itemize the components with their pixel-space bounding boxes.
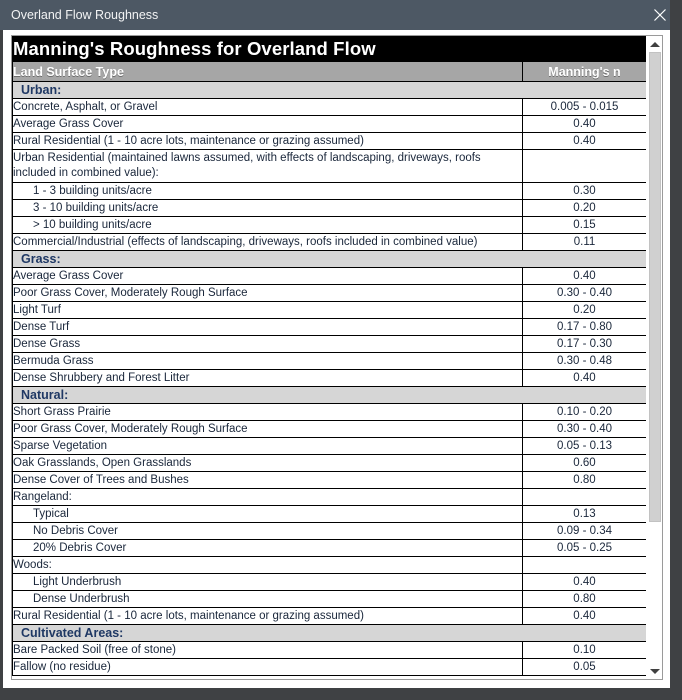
table-row[interactable] xyxy=(13,217,647,234)
table-section-row xyxy=(13,82,647,99)
row-value: 0.30 - 0.40 xyxy=(523,421,647,438)
table-row[interactable] xyxy=(13,642,647,659)
row-value: 0.17 - 0.80 xyxy=(523,319,647,336)
vertical-scrollbar[interactable] xyxy=(646,36,662,679)
section-label: Cultivated Areas: xyxy=(13,625,647,642)
row-value xyxy=(523,557,647,574)
row-label: Average Grass Cover xyxy=(13,268,523,285)
row-label: Concrete, Asphalt, or Gravel xyxy=(13,99,523,116)
row-label: Rangeland: xyxy=(13,489,523,506)
row-value: 0.40 xyxy=(523,133,647,150)
table-row[interactable] xyxy=(13,150,647,183)
table-row[interactable] xyxy=(13,659,647,676)
table-row[interactable] xyxy=(13,523,647,540)
row-value: 0.10 xyxy=(523,642,647,659)
row-value xyxy=(523,489,647,506)
row-label: Typical xyxy=(13,506,523,523)
table-row[interactable] xyxy=(13,591,647,608)
client-area xyxy=(3,30,670,688)
row-label: Dense Shrubbery and Forest Litter xyxy=(13,370,523,387)
table-row[interactable] xyxy=(13,472,647,489)
row-label: Urban Residential (maintained lawns assumed, with effects of landscaping, driveways, roofs included in combined value): xyxy=(13,150,523,183)
row-label: Bare Packed Soil (free of stone) xyxy=(13,642,523,659)
row-value: 0.30 - 0.48 xyxy=(523,353,647,370)
window-title: Overland Flow Roughness xyxy=(11,8,159,22)
row-value: 0.80 xyxy=(523,591,647,608)
row-label: Light Turf xyxy=(13,302,523,319)
table-row[interactable] xyxy=(13,574,647,591)
row-value: 0.40 xyxy=(523,116,647,133)
table-section-row xyxy=(13,251,647,268)
row-label: Sparse Vegetation xyxy=(13,438,523,455)
row-label: Dense Cover of Trees and Bushes xyxy=(13,472,523,489)
table-row[interactable] xyxy=(13,370,647,387)
table-header-row xyxy=(13,62,647,82)
table-row[interactable] xyxy=(13,234,647,251)
window-frame-right xyxy=(670,0,682,700)
scrollbar-thumb[interactable] xyxy=(649,52,661,522)
table-row[interactable] xyxy=(13,404,647,421)
row-value: 0.30 - 0.40 xyxy=(523,285,647,302)
table-panel xyxy=(11,35,663,680)
row-label: Light Underbrush xyxy=(13,574,523,591)
scrollbar-track[interactable] xyxy=(647,52,663,663)
table-row[interactable] xyxy=(13,200,647,217)
table-row[interactable] xyxy=(13,455,647,472)
row-label: Dense Underbrush xyxy=(13,591,523,608)
row-value: 0.40 xyxy=(523,608,647,625)
table-row[interactable] xyxy=(13,183,647,200)
section-label: Urban: xyxy=(13,82,647,99)
row-label: Bermuda Grass xyxy=(13,353,523,370)
table-row[interactable] xyxy=(13,99,647,116)
table-banner-title: Manning's Roughness for Overland Flow xyxy=(13,37,647,62)
table-body xyxy=(13,37,647,676)
table-section-row xyxy=(13,387,647,404)
table-scroll-viewport xyxy=(12,36,646,679)
table-row[interactable] xyxy=(13,540,647,557)
table-row[interactable] xyxy=(13,438,647,455)
window-frame-left xyxy=(0,30,3,700)
row-label: Fallow (no residue) xyxy=(13,659,523,676)
row-value: 0.15 xyxy=(523,217,647,234)
table-row[interactable] xyxy=(13,285,647,302)
table-row[interactable] xyxy=(13,133,647,150)
row-value: 0.13 xyxy=(523,506,647,523)
row-label: 1 - 3 building units/acre xyxy=(13,183,523,200)
window-frame-bottom xyxy=(0,688,682,700)
row-label: Poor Grass Cover, Moderately Rough Surface xyxy=(13,285,523,302)
row-value: 0.40 xyxy=(523,574,647,591)
table-row[interactable] xyxy=(13,489,647,506)
section-label: Natural: xyxy=(13,387,647,404)
row-label: Woods: xyxy=(13,557,523,574)
row-value: 0.40 xyxy=(523,370,647,387)
arrow-up-glyph xyxy=(650,42,660,47)
row-label: Short Grass Prairie xyxy=(13,404,523,421)
section-label: Grass: xyxy=(13,251,647,268)
row-label: Poor Grass Cover, Moderately Rough Surface xyxy=(13,421,523,438)
row-label: Dense Turf xyxy=(13,319,523,336)
row-value: 0.17 - 0.30 xyxy=(523,336,647,353)
row-value: 0.05 - 0.25 xyxy=(523,540,647,557)
table-row[interactable] xyxy=(13,116,647,133)
row-value: 0.11 xyxy=(523,234,647,251)
row-value: 0.60 xyxy=(523,455,647,472)
table-banner-row xyxy=(13,37,647,62)
row-value: 0.30 xyxy=(523,183,647,200)
table-section-row xyxy=(13,625,647,642)
table-row[interactable] xyxy=(13,353,647,370)
table-row[interactable] xyxy=(13,302,647,319)
scroll-up-icon[interactable] xyxy=(647,36,663,52)
table-row[interactable] xyxy=(13,608,647,625)
title-bar xyxy=(0,0,682,30)
row-label: Commercial/Industrial (effects of landscaping, driveways, roofs included in combined value) xyxy=(13,234,523,251)
row-label: Oak Grasslands, Open Grasslands xyxy=(13,455,523,472)
row-value xyxy=(523,150,647,183)
row-label: 20% Debris Cover xyxy=(13,540,523,557)
row-label: Average Grass Cover xyxy=(13,116,523,133)
table-row[interactable] xyxy=(13,421,647,438)
row-label: Rural Residential (1 - 10 acre lots, maintenance or grazing assumed) xyxy=(13,608,523,625)
row-label: No Debris Cover xyxy=(13,523,523,540)
table-row[interactable] xyxy=(13,336,647,353)
row-label: Dense Grass xyxy=(13,336,523,353)
table-row[interactable] xyxy=(13,506,647,523)
scroll-down-icon[interactable] xyxy=(647,663,663,679)
arrow-down-glyph xyxy=(650,669,660,674)
row-value: 0.20 xyxy=(523,302,647,319)
row-value: 0.05 - 0.13 xyxy=(523,438,647,455)
column-header-land-surface-type: Land Surface Type xyxy=(13,62,523,82)
row-value: 0.20 xyxy=(523,200,647,217)
table-row[interactable] xyxy=(13,557,647,574)
row-value: 0.40 xyxy=(523,268,647,285)
row-value: 0.09 - 0.34 xyxy=(523,523,647,540)
row-value: 0.80 xyxy=(523,472,647,489)
table-row[interactable] xyxy=(13,268,647,285)
row-value: 0.05 xyxy=(523,659,647,676)
row-value: 0.10 - 0.20 xyxy=(523,404,647,421)
row-label: 3 - 10 building units/acre xyxy=(13,200,523,217)
table-row[interactable] xyxy=(13,319,647,336)
column-header-mannings-n: Manning's n xyxy=(523,62,647,82)
row-label: > 10 building units/acre xyxy=(13,217,523,234)
row-value: 0.005 - 0.015 xyxy=(523,99,647,116)
row-label: Rural Residential (1 - 10 acre lots, maintenance or grazing assumed) xyxy=(13,133,523,150)
roughness-table xyxy=(12,36,646,676)
